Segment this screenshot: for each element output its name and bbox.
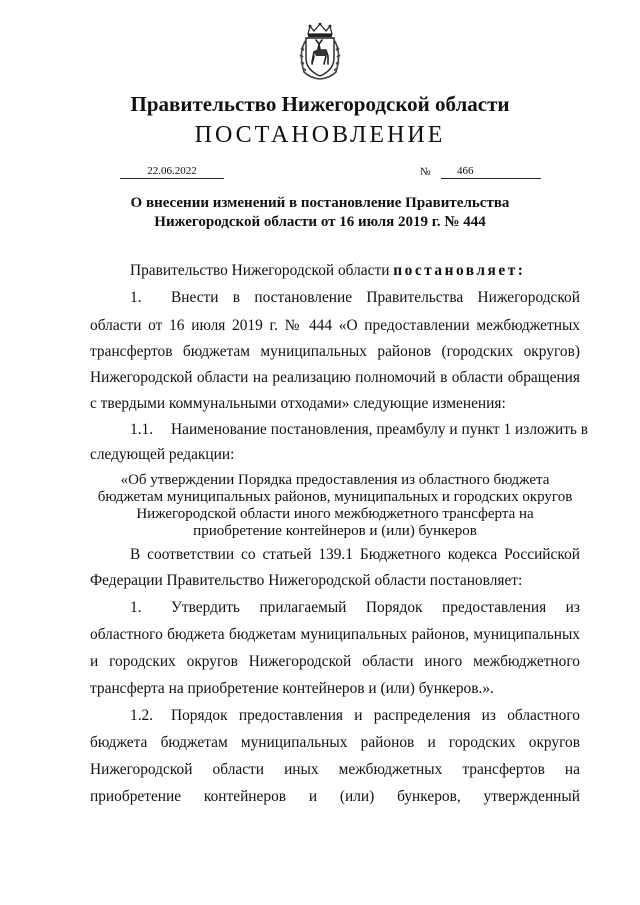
item-number: 1.2. — [130, 707, 154, 724]
paragraph-line: областного бюджета бюджетам муниципальных районов, муниципальных — [90, 626, 580, 643]
paragraph-text: Наименование постановления, преамбулу и пункт 1 изложить в — [171, 421, 589, 438]
document-number: 466 — [441, 165, 541, 179]
paragraph-text: Внести в постановление Правительства Нижегородской — [171, 289, 580, 306]
quoted-title-line: бюджетам муниципальных районов, муниципальных и городских округов — [97, 489, 573, 505]
paragraph-line: области от 16 июля 2019 г. № 444 «О предоставлении межбюджетных — [90, 317, 580, 334]
quoted-title-line: приобретение контейнеров и (или) бункеров — [193, 523, 477, 539]
intro-text: Правительство Нижегородской области — [130, 262, 394, 279]
paragraph-line: В соответствии со статьей 139.1 Бюджетного кодекса Российской — [130, 546, 580, 563]
intro-line — [90, 262, 580, 280]
paragraph-line: с твердыми коммунальными отходами» следующие изменения: — [90, 395, 506, 412]
coat-of-arms-icon — [296, 22, 344, 80]
item-number: 1. — [130, 289, 142, 306]
subject-line: Нижегородской области от 16 июля 2019 г. № 444 — [154, 214, 486, 230]
document-date: 22.06.2022 — [120, 165, 224, 179]
paragraph-line — [90, 421, 589, 439]
paragraph-line: следующей редакции: — [90, 446, 235, 463]
document-subject — [90, 194, 550, 232]
paragraph-line: Федерации Правительство Нижегородской области постановляет: — [90, 572, 523, 589]
paragraph-text: Утвердить прилагаемый Порядок предоставления из — [171, 599, 580, 616]
paragraph-line: приобретение контейнеров и (или) бункеров, утвержденный — [90, 788, 580, 805]
paragraph-line: трансфертов бюджетам муниципальных районов (городских округов) — [90, 343, 580, 360]
paragraph-line: Нижегородской области иных межбюджетных трансфертов на — [90, 761, 580, 778]
quoted-title-line: «Об утверждении Порядка предоставления из областного бюджета — [120, 472, 550, 488]
paragraph-line: бюджета бюджетам муниципальных районов и городских округов — [90, 734, 580, 751]
paragraph-line — [90, 707, 580, 725]
quoted-title-line: Нижегородской области иного межбюджетного трансферта на — [136, 506, 534, 522]
paragraph-line: трансферта на приобретение контейнеров и (или) бункеров.». — [90, 680, 494, 697]
document-type: ПОСТАНОВЛЕНИЕ — [194, 122, 446, 148]
intro-decree-word: постановляет: — [393, 262, 526, 279]
paragraph-line: и городских округов Нижегородской области иного межбюджетного — [90, 653, 580, 670]
number-sign: № — [420, 166, 431, 178]
government-title: Правительство Нижегородской области — [130, 92, 510, 116]
paragraph-line: Нижегородской области на реализацию полномочий в области обращения — [90, 369, 580, 386]
item-number: 1.1. — [130, 421, 154, 438]
paragraph-text: Порядок предоставления и распределения из областного — [171, 707, 580, 724]
item-number: 1. — [130, 599, 142, 616]
subject-line: О внесении изменений в постановление Правительства — [130, 195, 510, 211]
paragraph-line — [90, 599, 580, 617]
paragraph-line — [90, 289, 580, 307]
